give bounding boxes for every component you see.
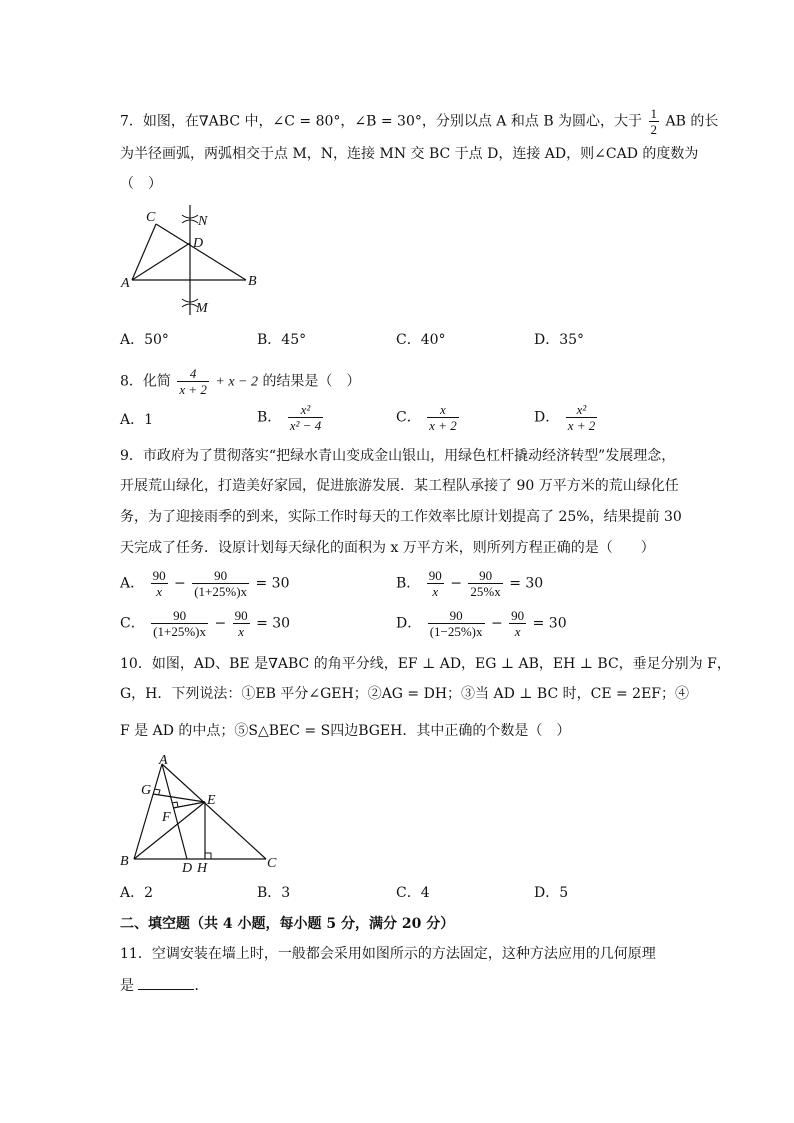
section-title-fill-in: 二、填空题（共 4 小题，每小题 5 分，满分 20 分）	[120, 916, 455, 932]
q9-option-c-frac1	[151, 608, 208, 639]
q9-line3: 务，为了迎接雨季的到来，实际工作时每天的工作效率比原计划提高了 25%，结果提前 30	[120, 509, 682, 525]
q7-segment-CB	[156, 224, 246, 280]
q10-figure	[117, 752, 287, 878]
q7-label-D: D	[193, 236, 204, 251]
q10-option-d[interactable]: D．5	[534, 885, 569, 901]
q9-option-b-minus: −	[450, 575, 462, 592]
q9-option-a-frac2	[192, 568, 249, 599]
q8-option-d-fraction	[566, 402, 598, 433]
q11-answer-blank[interactable]	[138, 975, 194, 990]
q9-option-c-frac2-den: x	[238, 624, 245, 639]
q7-label-B: B	[248, 274, 257, 289]
q7-half-den: 2	[650, 122, 658, 137]
q10-line3: F 是 AD 的中点；⑤S△BEC = S四边BGEH．其中正确的个数是（ ）	[120, 723, 571, 739]
q9-option-d-minus: −	[490, 615, 503, 632]
q8-option-b-num: x²	[288, 402, 323, 418]
q9-option-a-frac1-num: 90	[152, 568, 166, 583]
q11-line1: 11．空调安装在墙上时，一般都会采用如图所示的方法固定，这种方法应用的几何原理	[120, 946, 656, 962]
q10-label-A: A	[159, 753, 168, 768]
q9-option-d-label: D．	[396, 615, 422, 632]
q9-option-d-frac1-num: 90	[428, 608, 485, 624]
q8-option-c[interactable]	[396, 402, 461, 433]
q10-option-c[interactable]: C．4	[396, 885, 430, 901]
q10-right-angle-H	[205, 853, 211, 859]
q9-option-c-minus: −	[214, 615, 227, 632]
q9-option-a-frac1-den: x	[156, 584, 162, 599]
q7-half-fraction	[649, 106, 660, 137]
q8-prefix: 8．化简	[120, 373, 171, 390]
q10-line2: G，H．下列说法：①EB 平分∠GEH；②AG = DH；③当 AD ⊥ BC 时，CE = 2EF；④	[120, 686, 690, 702]
q7-paren: （ ）	[120, 176, 162, 192]
q9-option-a[interactable]	[120, 568, 290, 599]
q8-option-d[interactable]	[534, 402, 599, 433]
q9-option-d-frac2-num: 90	[511, 608, 525, 623]
q10-label-F: F	[162, 810, 171, 825]
q8-option-c-num: x	[427, 402, 459, 418]
q9-option-b-frac2-num: 90	[468, 568, 502, 584]
q7-option-d[interactable]: D．35°	[534, 332, 585, 348]
q8-option-b-fraction	[288, 402, 323, 433]
q9-option-b-frac1-den: x	[432, 584, 439, 599]
q10-line1: 10．如图，AD、BE 是∇ABC 的角平分线，EF ⊥ AD，EG ⊥ AB，EH ⊥ BC，垂足分别为 F，	[120, 656, 731, 672]
q9-option-b-rhs: = 30	[509, 575, 544, 592]
q10-label-C: C	[267, 856, 277, 871]
q9-option-b-frac1	[427, 568, 444, 599]
q10-segment-EG	[153, 794, 205, 802]
q9-option-c[interactable]	[120, 608, 290, 639]
q9-option-d-frac2	[509, 608, 526, 639]
q7-text-1-end: AB 的长	[665, 113, 719, 130]
q8-option-c-den: x + 2	[429, 418, 457, 433]
q8-mid: + x − 2	[215, 374, 258, 390]
q9-option-b-frac1-num: 90	[428, 568, 442, 583]
q9-option-d-frac1	[428, 608, 485, 639]
q8-option-b-label: B．	[257, 409, 282, 426]
q10-option-b[interactable]: B．3	[257, 885, 291, 901]
q9-option-d-rhs: = 30	[532, 615, 567, 632]
q9-line4: 天完成了任务．设原计划每天绿化的面积为 x 万平方米，则所列方程正确的是（ ）	[120, 540, 655, 556]
q9-line1: 9．市政府为了贯彻落实“把绿水青山变成金山银山，用绿色杠杆撬动经济转型”发展理念，	[120, 448, 676, 464]
q10-label-D: D	[182, 861, 193, 876]
q8-frac-den: x + 2	[179, 382, 207, 397]
q9-option-b-frac2-den: 25%x	[470, 584, 501, 599]
q10-label-H: H	[197, 861, 208, 876]
q8-option-d-label: D．	[534, 409, 560, 426]
q8-frac-num: 4	[177, 366, 209, 382]
q7-label-N: N	[198, 214, 208, 229]
q10-label-E: E	[207, 793, 216, 808]
q9-option-a-label: A．	[120, 575, 145, 592]
q9-option-b-frac2	[468, 568, 502, 599]
q9-option-d-frac2-den: x	[514, 624, 521, 639]
q10-segment-BA	[134, 764, 162, 859]
q9-option-b[interactable]	[396, 568, 543, 599]
q8-option-a[interactable]: A．1	[120, 412, 154, 428]
q10-label-B: B	[120, 854, 129, 869]
q8-stem	[120, 366, 360, 397]
q7-segment-AC	[132, 224, 156, 280]
q7-label-C: C	[146, 210, 156, 225]
q11-prefix: 是	[120, 978, 134, 994]
q9-option-c-label: C．	[120, 615, 145, 632]
q7-label-A: A	[121, 276, 130, 291]
q7-label-M: M	[196, 301, 208, 316]
q7-line1	[120, 106, 718, 137]
q7-line2: 为半径画弧，两弧相交于点 M，N，连接 MN 交 BC 于点 D，连接 AD，则∠CAD 的度数为	[120, 146, 699, 162]
q10-label-G: G	[141, 783, 152, 798]
q9-option-c-frac1-num: 90	[151, 608, 208, 624]
q8-option-d-den: x + 2	[567, 418, 596, 433]
q9-option-d[interactable]	[396, 608, 567, 639]
q9-option-a-minus: −	[174, 575, 186, 592]
q10-option-a[interactable]: A．2	[120, 885, 154, 901]
q9-option-c-rhs: = 30	[256, 615, 291, 632]
q9-option-c-frac2-num: 90	[234, 608, 248, 623]
q7-option-c[interactable]: C．40°	[396, 332, 446, 348]
q9-option-a-frac2-num: 90	[192, 568, 249, 584]
q8-option-c-fraction	[427, 402, 459, 433]
q7-option-b[interactable]: B．45°	[257, 332, 307, 348]
q9-option-a-rhs: = 30	[255, 575, 290, 592]
q9-option-d-frac1-den: (1−25%)x	[429, 624, 483, 639]
q7-figure	[118, 203, 268, 321]
q8-option-b[interactable]	[257, 402, 325, 433]
q11-suffix: ．	[194, 978, 209, 994]
q7-half-num: 1	[650, 106, 658, 121]
q9-option-c-frac2	[233, 608, 250, 639]
q8-option-b-den: x² − 4	[289, 418, 322, 433]
q9-option-a-frac1	[151, 568, 168, 599]
q9-option-c-frac1-den: (1+25%)x	[153, 624, 206, 639]
q9-line2: 开展荒山绿化，打造美好家园，促进旅游发展．某工程队承接了 90 万平方米的荒山绿化任	[120, 478, 679, 494]
q10-segment-AC	[162, 764, 266, 859]
q11-line2	[120, 975, 208, 996]
q7-option-a[interactable]: A．50°	[120, 332, 169, 348]
q7-segment-AD	[132, 243, 190, 280]
q9-option-b-label: B．	[396, 575, 421, 592]
q8-fraction	[177, 366, 209, 397]
q7-text-1: 7．如图，在∇ABC 中，∠C = 80°，∠B = 30°，分别以点 A 和点 B 为圆心，大于	[120, 113, 643, 130]
q9-option-a-frac2-den: (1+25%)x	[194, 584, 248, 599]
q8-option-d-num: x²	[566, 402, 598, 418]
q8-option-c-label: C．	[396, 409, 421, 426]
q8-suffix: 的结果是（ ）	[262, 373, 361, 390]
